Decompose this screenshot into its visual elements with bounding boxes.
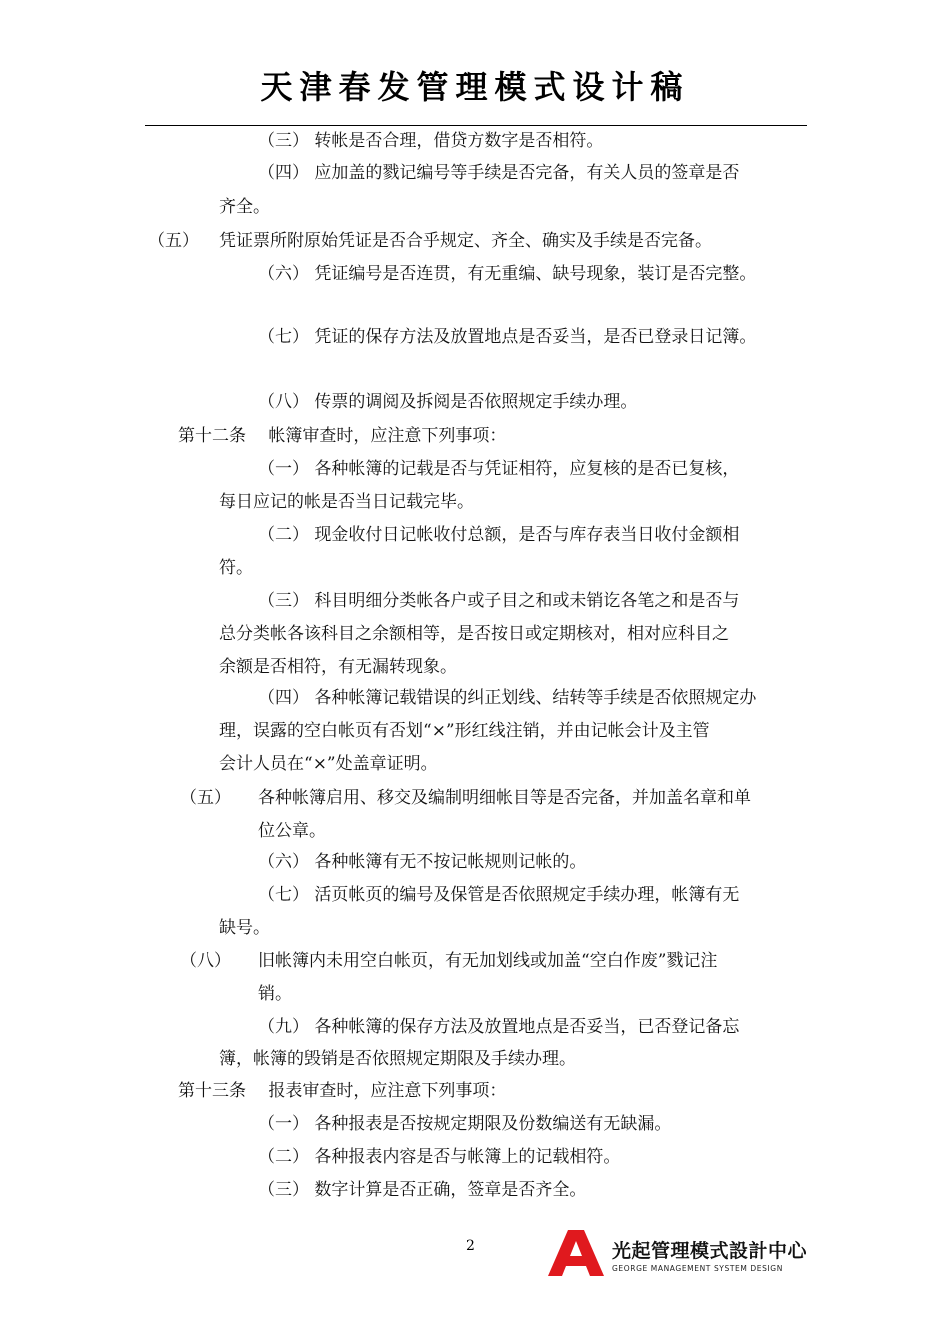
text-line: 位公章。: [258, 821, 326, 841]
text-line: 旧帐簿内未用空白帐页，有无加划线或加盖“空白作废”戮记注: [258, 951, 718, 971]
logo-text-en: GEORGE MANAGEMENT SYSTEM DESIGN: [612, 1264, 783, 1273]
text-line: 会计人员在“×”处盖章证明。: [219, 754, 438, 774]
text-line: 符。: [219, 558, 253, 578]
logo-text-cn: 光起管理模式設計中心: [612, 1240, 808, 1262]
text-line: 各种帐簿启用、移交及编制明细帐目等是否完备，并加盖名章和单: [258, 788, 751, 808]
text-line: 理，误露的空白帐页有否划“×”形红线注销，并由记帐会计及主管: [219, 721, 710, 741]
text-line: 缺号。: [219, 918, 270, 938]
text-line: （九） 各种帐簿的保存方法及放置地点是否妥当，已否登记备忘: [258, 1017, 740, 1037]
text-line: （三） 科目明细分类帐各户或子目之和或未销讫各笔之和是否与: [258, 591, 740, 611]
text-line: 凭证票所附原始凭证是否合乎规定、齐全、确实及手续是否完备。: [219, 231, 712, 251]
text-line: 每日应记的帐是否当日记载完毕。: [219, 492, 474, 512]
item-number: （八）: [180, 951, 231, 971]
article-heading: 第十三条 报表审查时，应注意下列事项：: [178, 1081, 507, 1101]
text-line: 总分类帐各该科目之余额相等，是否按日或定期核对，相对应科目之: [219, 624, 729, 644]
text-line: （二） 现金收付日记帐收付总额，是否与库存表当日收付金额相: [258, 525, 740, 545]
text-line: （七） 活页帐页的编号及保管是否依照规定手续办理，帐簿有无: [258, 885, 740, 905]
text-line: （三） 转帐是否合理，借贷方数字是否相符。: [258, 131, 604, 151]
page-header-title: 天津春发管理模式设计稿: [260, 68, 690, 106]
text-line: （七） 凭证的保存方法及放置地点是否妥当，是否已登录日记簿。: [258, 327, 757, 347]
header-divider: [145, 125, 807, 126]
text-line: （六） 凭证编号是否连贯，有无重编、缺号现象，装订是否完整。: [258, 264, 757, 284]
text-line: 簿，帐簿的毁销是否依照规定期限及手续办理。: [219, 1049, 576, 1069]
article-heading: 第十二条 帐簿审查时，应注意下列事项：: [178, 426, 507, 446]
text-line: （六） 各种帐簿有无不按记帐规则记帐的。: [258, 852, 587, 872]
text-line: （八） 传票的调阅及拆阅是否依照规定手续办理。: [258, 392, 638, 412]
text-line: 销。: [258, 984, 292, 1004]
text-line: （一） 各种帐簿的记载是否与凭证相符，应复核的是否已复核，: [258, 459, 740, 479]
item-number: （五）: [148, 231, 199, 251]
text-line: （四） 应加盖的戮记编号等手续是否完备，有关人员的签章是否: [258, 163, 740, 183]
text-line: 齐全。: [219, 197, 270, 217]
page-number: 2: [466, 1238, 475, 1254]
text-line: （一） 各种报表是否按规定期限及份数编送有无缺漏。: [258, 1114, 672, 1134]
item-number: （五）: [180, 788, 231, 808]
logo-a-mark-icon: [546, 1230, 606, 1276]
text-line: （四） 各种帐簿记载错误的纠正划线、结转等手续是否依照规定办: [258, 688, 757, 708]
text-line: 余额是否相符，有无漏转现象。: [219, 657, 457, 677]
text-line: （二） 各种报表内容是否与帐簿上的记载相符。: [258, 1147, 621, 1167]
company-logo: [546, 1230, 808, 1278]
text-line: （三） 数字计算是否正确，签章是否齐全。: [258, 1180, 587, 1200]
